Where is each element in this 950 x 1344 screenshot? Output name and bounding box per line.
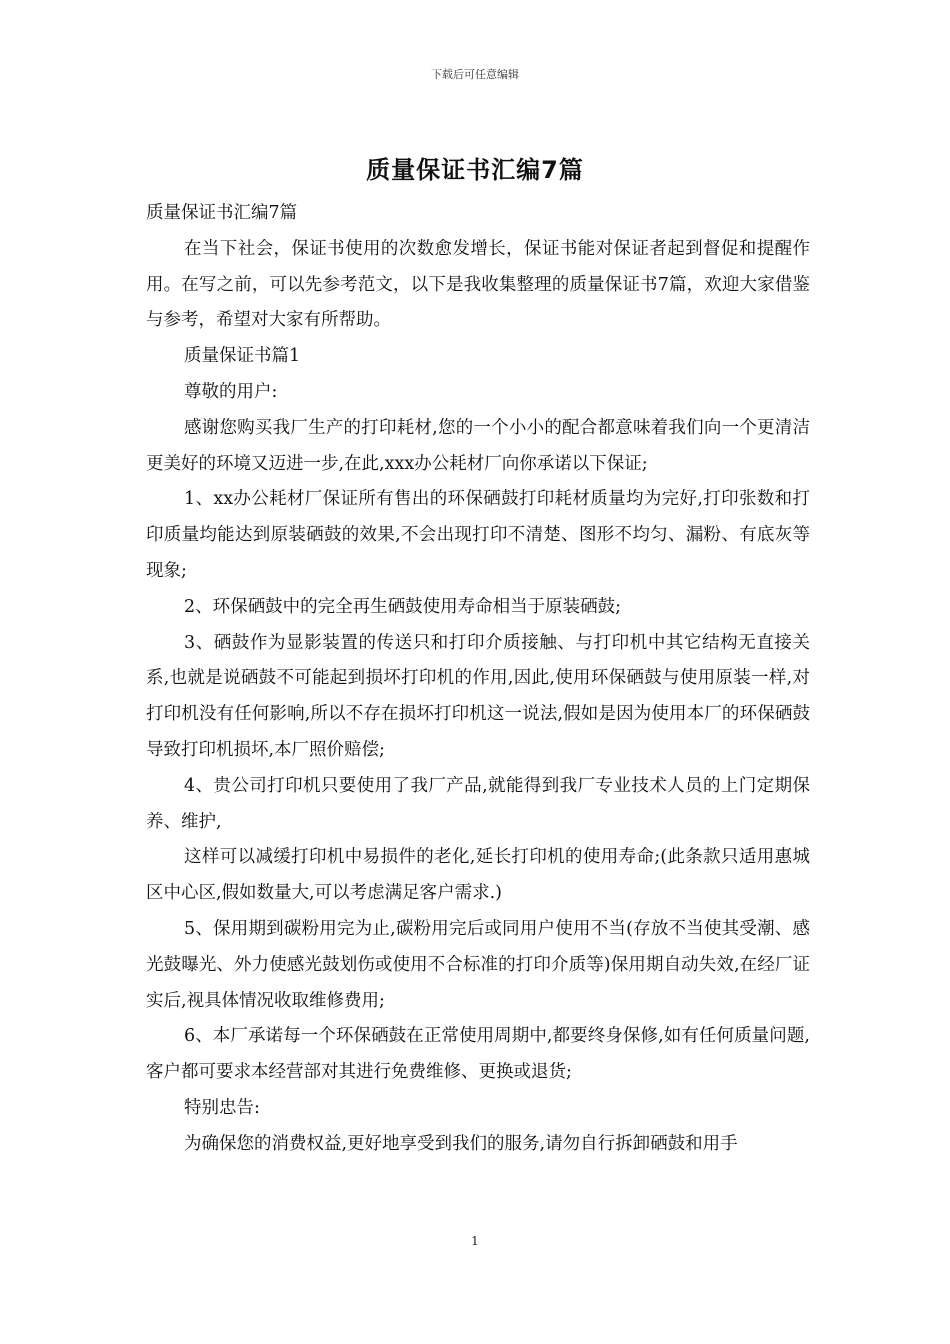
document-body [146, 196, 810, 1163]
clause-1: 1、xx办公耗材厂保证所有售出的环保硒鼓打印耗材质量均为完好,打印张数和打印质量均能达到原装硒鼓的效果,不会出现打印不清楚、图形不均匀、漏粉、有底灰等现象; [146, 489, 810, 581]
clause-4-continued: 这样可以减缓打印机中易损件的老化,延长打印机的使用寿命;(此条款只适用惠城区中心区,假如数量大,可以考虑满足客户需求.) [146, 847, 810, 904]
intro-paragraph: 在当下社会，保证书使用的次数愈发增长，保证书能对保证者起到督促和提醒作用。在写之前，可以先参考范文，以下是我收集整理的质量保证书7篇，欢迎大家借鉴与参考，希望对大家有所帮助。 [146, 238, 810, 331]
document-title: 质量保证书汇编7篇 [366, 156, 584, 184]
page-header: 下载后可任意编辑 [431, 68, 519, 81]
salutation: 尊敬的用户: [184, 381, 278, 402]
clause-5: 5、保用期到碳粉用完为止,碳粉用完后或同用户使用不当(存放不当使其受潮、感光鼓曝光、外力使感光鼓划伤或使用不合标准的打印介质等)保用期自动失效,在经厂证实后,视具体情况收取维修费用; [146, 918, 810, 1011]
clause-3: 3、硒鼓作为显影装置的传送只和打印介质接触、与打印机中其它结构无直接关系,也就是说硒鼓不可能起到损坏打印机的作用,因此,使用环保硒鼓与使用原装一样,对打印机没有任何影响,所以不存在损坏打印机这一说法,假如是因为使用本厂的环保硒鼓导致打印机损坏,本厂照价赔偿; [146, 632, 810, 760]
clause-2: 2、环保硒鼓中的完全再生硒鼓使用寿命相当于原装硒鼓; [184, 596, 622, 617]
page-number: 1 [471, 1234, 479, 1248]
notice-paragraph: 为确保您的消费权益,更好地享受到我们的服务,请勿自行拆卸硒鼓和用手 [184, 1133, 738, 1154]
body-paragraph: 感谢您购买我厂生产的打印耗材,您的一个小小的配合都意味着我们向一个更清洁更美好的环境又迈进一步,在此,xxx办公耗材厂向你承诺以下保证; [146, 417, 810, 474]
notice-heading: 特别忠告: [184, 1097, 260, 1118]
clause-4: 4、贵公司打印机只要使用了我厂产品,就能得到我厂专业技术人员的上门定期保养、维护, [146, 775, 810, 832]
subtitle-line: 质量保证书汇编7篇 [146, 203, 298, 223]
clause-6: 6、本厂承诺每一个环保硒鼓在正常使用周期中,都要终身保修,如有任何质量问题,客户都可要求本经营部对其进行免费维修、更换或退货; [146, 1026, 810, 1083]
section-heading: 质量保证书篇1 [184, 346, 301, 367]
